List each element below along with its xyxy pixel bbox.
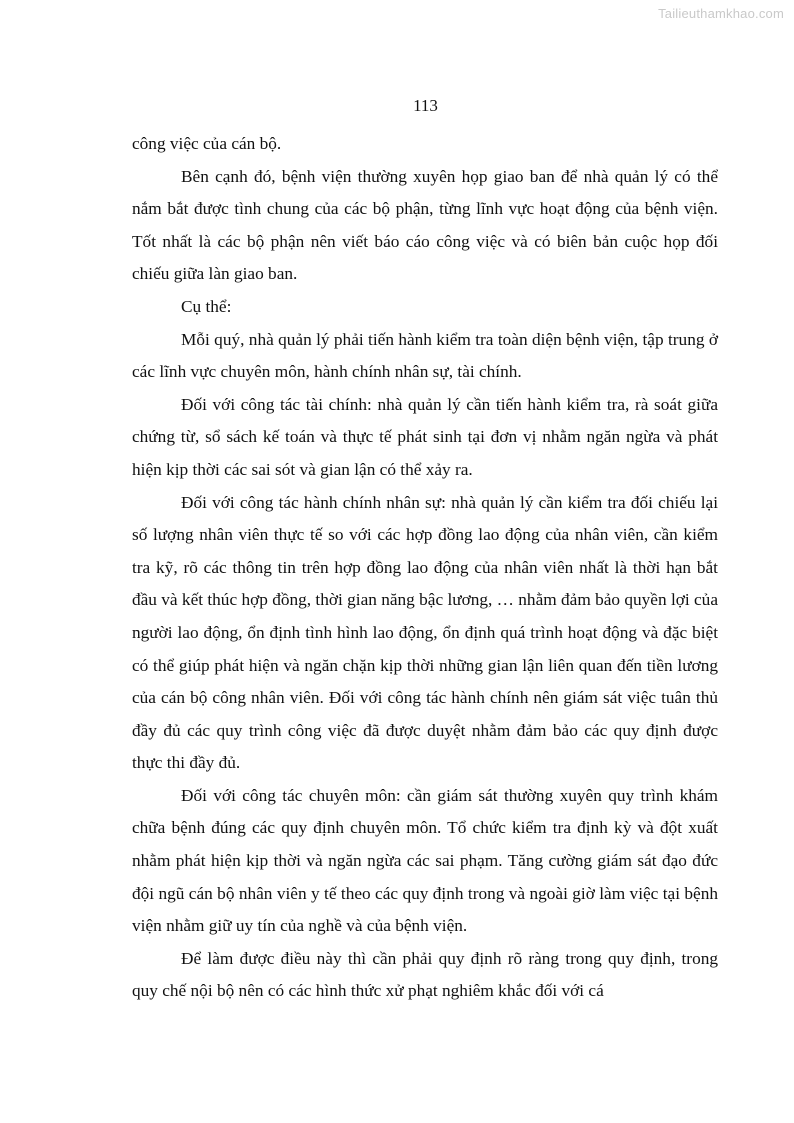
paragraph-6: Đối với công tác hành chính nhân sự: nhà quản lý cần kiểm tra đối chiếu lại số lượng nhân viên thực tế so với các hợp đồng lao động của nhân viên, cần kiểm tra kỹ, rõ các thông tin trên hợp đồng lao động của nhân viên nhất là thời hạn bắt đầu và kết thúc hợp đồng, thời gian năng bậc lương, … nhằm đảm bảo quyền lợi của người lao động, ổn định tình hình lao động, ổn định quá trình hoạt động và đặc biệt có thể giúp phát hiện và ngăn chặn kịp thời những gian lận liên quan đến tiền lương của cán bộ công nhân viên. Đối với công tác hành chính nên giám sát việc tuân thủ đầy đủ các quy trình công việc đã được duyệt nhằm đảm bảo các quy định được thực thi đầy đủ. [132,492,718,773]
paragraph-7: Đối với công tác chuyên môn: cần giám sát thường xuyên quy trình khám chữa bệnh đúng các quy định chuyên môn. Tổ chức kiểm tra định kỳ và đột xuất nhằm phát hiện kịp thời và ngăn ngừa các sai phạm. Tăng cường giám sát đạo đức đội ngũ cán bộ nhân viên y tế theo các quy định trong và ngoài giờ làm việc tại bệnh viện nhằm giữ uy tín của nghề và của bệnh viện. [132,785,718,936]
paragraph-4: Mỗi quý, nhà quản lý phải tiến hành kiểm tra toàn diện bệnh viện, tập trung ở các lĩnh vực chuyên môn, hành chính nhân sự, tài chính. [132,329,718,382]
paragraph-2: Bên cạnh đó, bệnh viện thường xuyên họp giao ban để nhà quản lý có thể nắm bắt được tình chung của các bộ phận, từng lĩnh vực hoạt động của bệnh viện. Tốt nhất là các bộ phận nên viết báo cáo công việc và có biên bản cuộc họp đối chiếu giữa làn giao ban. [132,166,718,284]
document-body [132,128,718,1008]
paragraph-1: công việc của cán bộ. [132,134,282,153]
page-number: 113 [413,96,438,115]
paragraph-8: Để làm được điều này thì cần phải quy định rõ ràng trong quy định, trong quy chế nội bộ nên có các hình thức xử phạt nghiêm khắc đối với cá [132,948,718,1001]
watermark: Tailieuthamkhao.com [658,6,784,21]
paragraph-5: Đối với công tác tài chính: nhà quản lý cần tiến hành kiểm tra, rà soát giữa chứng từ, sổ sách kế toán và thực tế phát sinh tại đơn vị nhằm ngăn ngừa và phát hiện kịp thời các sai sót và gian lận có thể xảy ra. [132,394,718,479]
paragraph-3: Cụ thể: [181,296,232,316]
